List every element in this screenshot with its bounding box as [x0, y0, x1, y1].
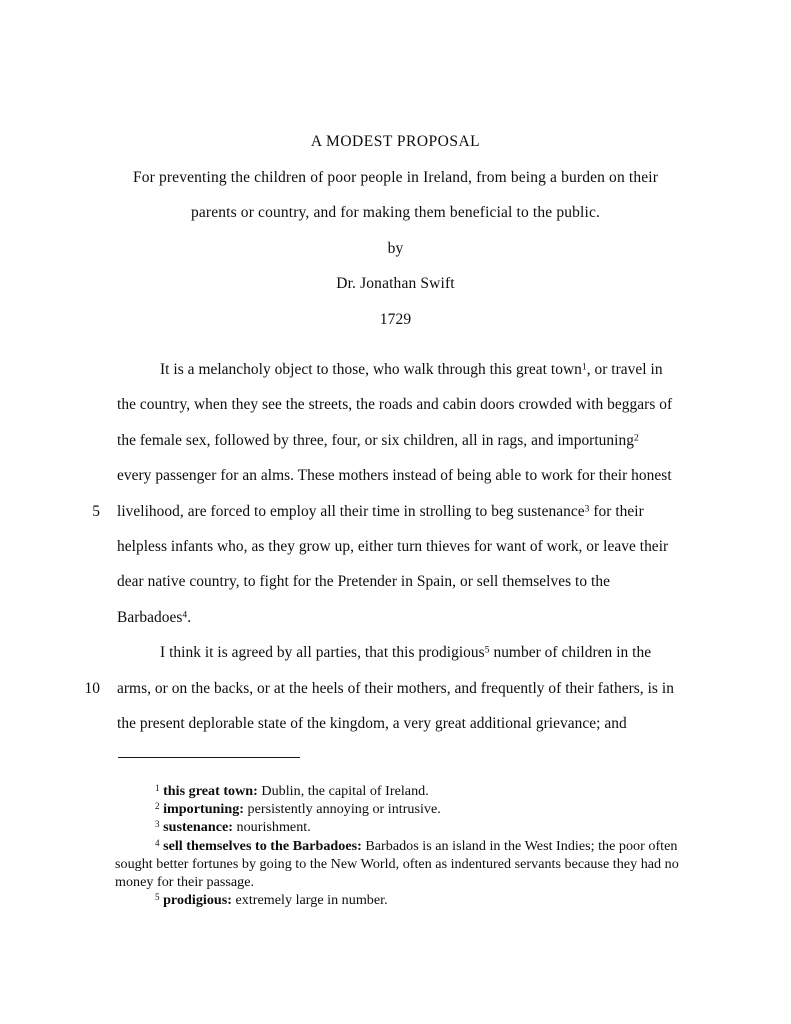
by-label: by — [387, 239, 404, 257]
body-line — [0, 494, 791, 529]
footnote-separator-rule — [118, 757, 300, 758]
footnote-reference-marker[interactable]: 3 — [584, 502, 590, 514]
footnote-lemma: sustenance: — [163, 819, 233, 836]
title-block — [0, 124, 791, 337]
footnote-number: 4 — [155, 837, 160, 848]
body-line — [0, 564, 791, 599]
footnote-number: 5 — [155, 892, 160, 903]
body-line — [0, 387, 791, 422]
footnote-reference-marker[interactable]: 5 — [484, 644, 490, 656]
footnote-entry — [0, 818, 791, 836]
footnote-reference-marker[interactable]: 4 — [182, 609, 188, 621]
publication-year: 1729 — [379, 310, 412, 328]
subtitle-line-1: For preventing the children of poor people in Ireland, from being a burden on their — [132, 168, 659, 186]
body-line — [0, 671, 791, 706]
line-number-marker: 5 — [92, 502, 100, 520]
footnote-definition: Barbados is an island in the West Indies; the poor often sought better fortunes by going to the New World, often as indentured servants because they had no money for their passage. — [115, 837, 679, 891]
body-line — [0, 352, 791, 387]
footnotes-section — [0, 782, 791, 909]
body-text-segment: the present deplorable state of the kingdom, a very great additional grievance; and — [117, 714, 627, 732]
footnote-definition: nourishment. — [232, 819, 311, 836]
body-text-segment: livelihood, are forced to employ all their time in strolling to beg sustenance — [117, 502, 585, 520]
body-text-segment: for their — [589, 502, 644, 520]
line-number-marker: 10 — [84, 679, 100, 697]
document-heading: A MODEST PROPOSAL — [310, 133, 481, 150]
footnote-entry — [0, 891, 791, 909]
author-name: Dr. Jonathan Swift — [336, 275, 455, 292]
footnote-entry — [0, 837, 791, 892]
footnote-definition: Dublin, the capital of Ireland. — [257, 783, 429, 799]
footnote-definition: persistently annoying or intrusive. — [243, 801, 441, 818]
body-line — [0, 529, 791, 564]
body-text-segment: dear native country, to fight for the Pretender in Spain, or sell themselves to the — [117, 573, 610, 591]
body-text-segment: Barbadoes — [117, 608, 183, 626]
body-line — [0, 635, 791, 670]
footnote-number: 3 — [155, 819, 160, 830]
body-line — [0, 706, 791, 741]
footnote-lemma: sell themselves to the Barbadoes: — [163, 837, 362, 854]
footnote-entry — [0, 782, 791, 800]
body-text-segment: It is a melancholy object to those, who walk through this great town — [160, 361, 582, 378]
footnote-number: 2 — [155, 801, 160, 812]
footnote-reference-marker[interactable]: 2 — [634, 432, 639, 444]
body-text-segment: I think it is agreed by all parties, that this prodigious — [160, 644, 485, 662]
footnote-number: 1 — [155, 782, 160, 793]
body-text-segment: , or travel in — [586, 361, 663, 378]
footnote-lemma: this great town: — [163, 783, 258, 799]
body-text-segment: the country, when they see the streets, the roads and cabin doors crowded with beggars of — [117, 396, 673, 414]
subtitle-line-2: parents or country, and for making them beneficial to the public. — [190, 204, 601, 221]
body-text-segment: arms, or on the backs, or at the heels of their mothers, and frequently of their fathers, is in — [117, 679, 674, 697]
footnote-lemma: importuning: — [163, 801, 244, 818]
body-text-segment: helpless infants who, as they grow up, either turn thieves for want of work, or leave their — [117, 537, 669, 555]
footnote-lemma: prodigious: — [163, 892, 232, 909]
footnote-reference-marker[interactable]: 1 — [581, 361, 587, 373]
body-line — [0, 458, 791, 493]
body-text-segment: every passenger for an alms. These mothers instead of being able to work for their honest — [117, 467, 672, 485]
footnote-definition: extremely large in number. — [231, 892, 388, 909]
body-text-segment: number of children in the — [489, 644, 652, 662]
body-line — [0, 600, 791, 635]
body-text-segment: the female sex, followed by three, four, or six children, all in rags, and importuning — [117, 431, 634, 449]
footnote-entry — [0, 800, 791, 818]
body-text — [0, 352, 791, 741]
body-text-segment: . — [187, 608, 192, 626]
body-line — [0, 423, 791, 458]
